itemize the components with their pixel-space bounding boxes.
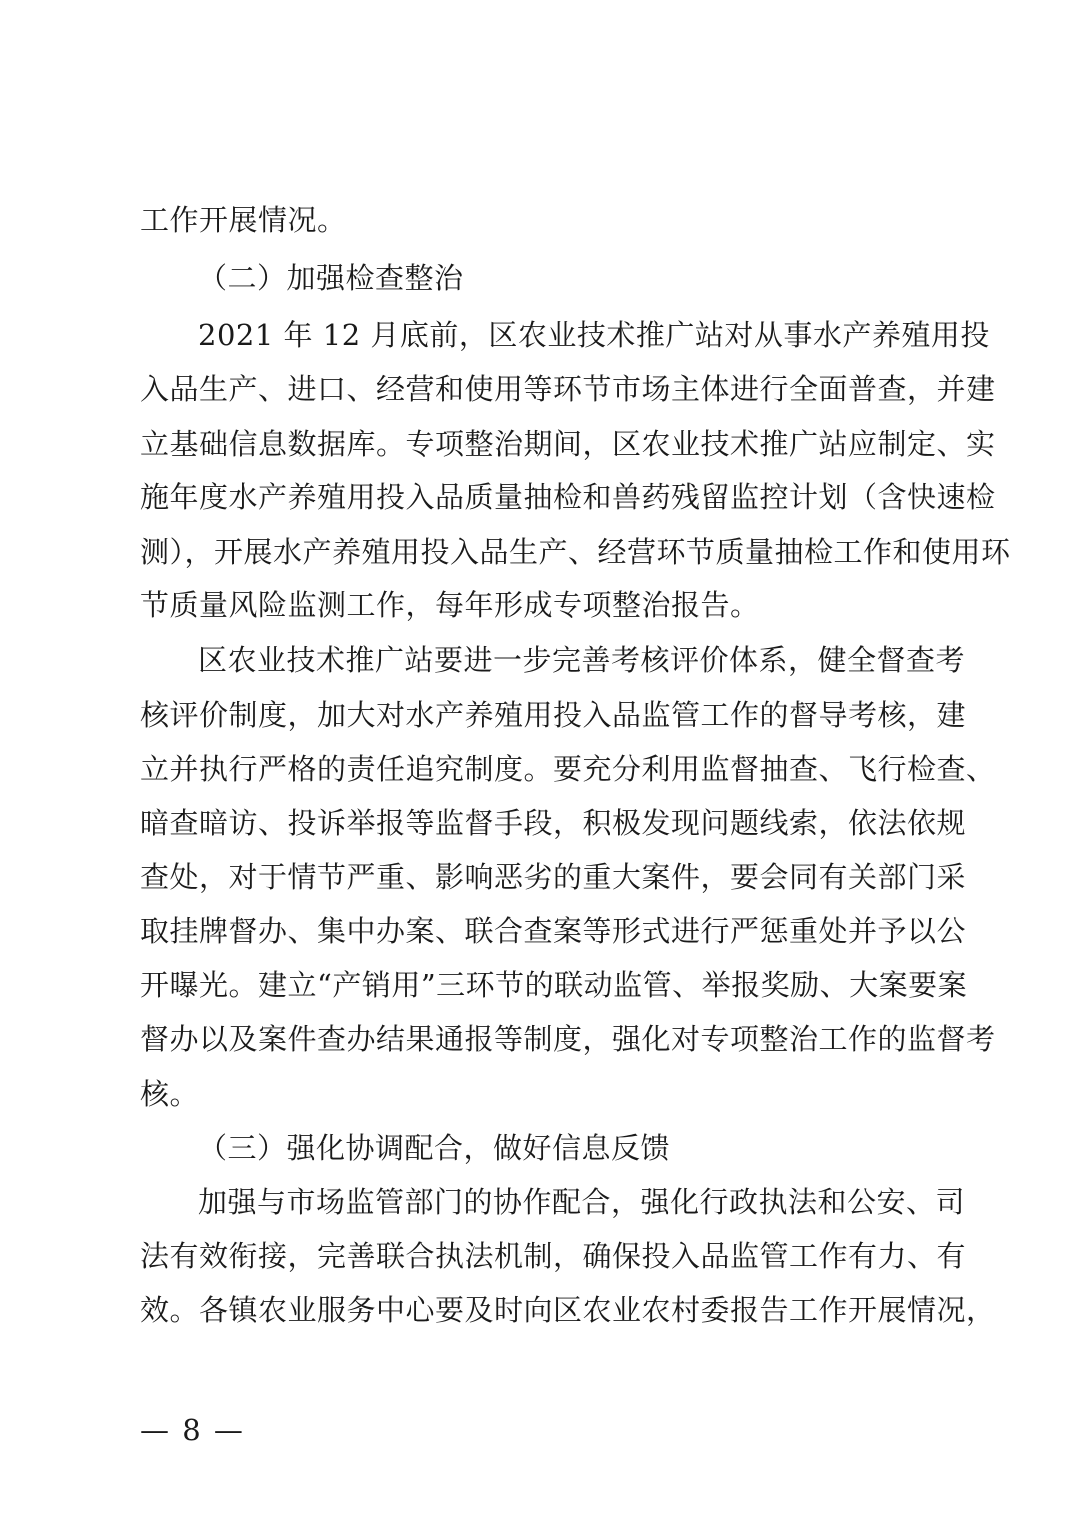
body-line: 2021 年 12 月底前，区农业技术推广站对从事水产养殖用投 — [198, 318, 990, 352]
body-line: 核。 — [140, 1077, 200, 1111]
body-line: 取挂牌督办、集中办案、联合查案等形式进行严惩重处并予以公 — [140, 914, 967, 948]
body-line: 效。各镇农业服务中心要及时向区农业农村委报告工作开展情况， — [140, 1293, 996, 1327]
body-line: 测），开展水产养殖用投入品生产、经营环节质量抽检工作和使用环 — [140, 535, 1011, 569]
body-line: 查处，对于情节严重、影响恶劣的重大案件，要会同有关部门采 — [140, 860, 967, 894]
body-line: 立基础信息数据库。专项整治期间，区农业技术推广站应制定、实 — [140, 427, 996, 461]
body-line: 加强与市场监管部门的协作配合，强化行政执法和公安、司 — [198, 1185, 966, 1219]
body-line: 施年度水产养殖用投入品质量抽检和兽药残留监控计划（含快速检 — [140, 480, 996, 514]
body-line: 工作开展情况。 — [140, 203, 347, 237]
body-line: 督办以及案件查办结果通报等制度，强化对专项整治工作的监督考 — [140, 1022, 996, 1056]
body-line: 法有效衔接，完善联合执法机制，确保投入品监管工作有力、有 — [140, 1239, 967, 1273]
body-line: 核评价制度，加大对水产养殖用投入品监管工作的督导考核，建 — [140, 698, 967, 732]
body-line: 入品生产、进口、经营和使用等环节市场主体进行全面普查，并建 — [140, 372, 996, 406]
page-number: — 8 — — [140, 1413, 245, 1447]
section-heading: （三）强化协调配合，做好信息反馈 — [198, 1131, 671, 1165]
body-line: 立并执行严格的责任追究制度。要充分利用监督抽查、飞行检查、 — [140, 752, 996, 786]
body-line: 暗查暗访、投诉举报等监督手段，积极发现问题线索，依法依规 — [140, 806, 967, 840]
body-line: 开曝光。建立“产销用”三环节的联动监管、举报奖励、大案要案 — [140, 968, 968, 1002]
body-line: 区农业技术推广站要进一步完善考核评价体系，健全督查考 — [198, 643, 966, 677]
body-line: 节质量风险监测工作，每年形成专项整治报告。 — [140, 588, 760, 622]
section-heading: （二）加强检查整治 — [198, 261, 464, 295]
